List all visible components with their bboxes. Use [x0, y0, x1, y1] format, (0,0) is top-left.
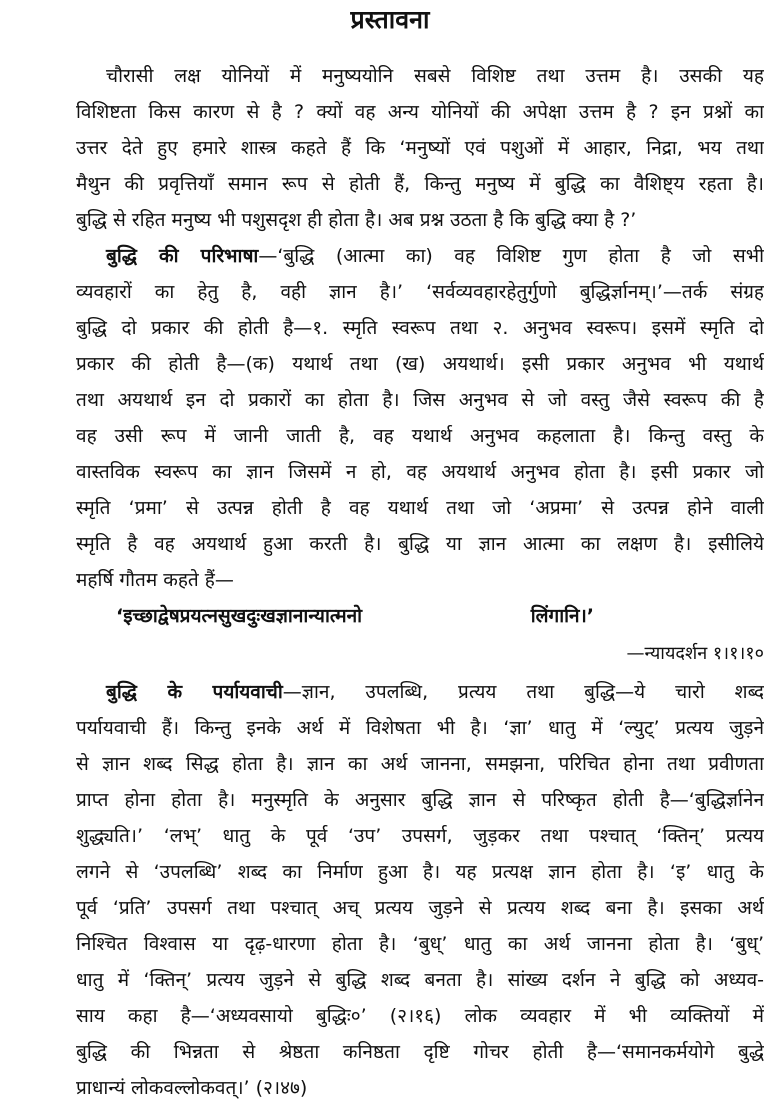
text-run: —ज्ञान, उपलब्धि, प्रत्यय तथा बुद्धि—ये चारो शब्द: [282, 681, 764, 703]
text-line: चौरासी लक्ष योनियों में मनुष्ययोनि सबसे विशिष्ट तथा उत्तम है। उसकी यह: [106, 65, 764, 87]
text-line: बुद्धि की भिन्नता से श्रेष्ठता कनिष्ठता दृष्टि गोचर होती है—‘समानकर्मयोगे बुद्धे: [76, 1041, 764, 1063]
text-run: —‘बुद्धि (आत्मा का) वह विशिष्ट गुण होता है जो सभी: [258, 245, 764, 267]
quote-citation: —न्यायदर्शन १।१।१०: [626, 643, 764, 664]
text-line: लगने से ‘उपलब्धि’ शब्द का निर्माण हुआ है। यह प्रत्यक्ष ज्ञान होता है। ‘इ’ धातु के: [76, 861, 764, 883]
paragraph-intro: [76, 58, 764, 238]
paragraph-synonyms: [76, 674, 764, 1106]
paragraph-definition: [76, 238, 764, 598]
text-line: व्यवहारों का हेतु है, वही ज्ञान है।’ ‘सर्वव्यवहारहेतुर्गुणो बुद्धिर्ज्ञानम्।’—तर्क संग्रह: [76, 281, 764, 303]
text-line: से ज्ञान शब्द सिद्ध होता है। ज्ञान का अर्थ जानना, समझना, परिचित होना तथा प्रवीणता: [76, 753, 764, 775]
quote-left: ‘इच्छाद्वेषप्रयत्नसुखदुःखज्ञानान्यात्मनो: [116, 605, 363, 627]
text-line: साय कहा है—‘अध्यवसायो बुद्धिः०’ (२।१६) लोक व्यवहार में भी व्यक्तियों में: [76, 1005, 764, 1027]
text-line: महर्षि गौतम कहते हैं—: [76, 569, 234, 591]
section-heading: बुद्धि के पर्यायवाची: [106, 681, 283, 703]
text-line: बुद्धि से रहित मनुष्य भी पशुसदृश ही होता है। अब प्रश्न उठता है कि बुद्धि क्या है ?’: [76, 209, 637, 231]
text-line: प्राप्त होना होता है। मनुस्मृति के अनुसार बुद्धि ज्ञान से परिष्कृत होती है—‘बुद्धिर्ज्ञानेन: [76, 789, 764, 811]
text-line: बुद्धि दो प्रकार की होती है—१. स्मृति स्वरूप तथा २. अनुभव स्वरूप। इसमें स्मृति दो: [76, 317, 764, 339]
text-line: प्राधान्यं लोकवल्लोकवत्।’ (२।४७): [76, 1077, 308, 1099]
text-line: उत्तर देते हुए हमारे शास्त्र कहते हैं कि ‘मनुष्यों एवं पशुओं में आहार, निद्रा, भय तथा: [76, 137, 764, 159]
sanskrit-quote: [76, 598, 764, 636]
text-line: [76, 238, 764, 274]
document-body: [76, 58, 764, 1106]
text-line: धातु में ‘क्तिन्’ प्रत्यय जुड़ने से बुद्धि शब्द बनता है। सांख्य दर्शन ने बुद्धि को अध्यव-: [76, 969, 764, 991]
text-line: पूर्व ‘प्रति’ उपसर्ग तथा पश्चात् अच् प्रत्यय जुड़ने से प्रत्यय शब्द बना है। इसका अर्थ: [76, 897, 764, 919]
text-line: प्रकार की होती है—(क) यथार्थ तथा (ख) अयथार्थ। इसी प्रकार अनुभव भी यथार्थ: [76, 353, 764, 375]
text-line: मैथुन की प्रवृत्तियाँ समान रूप से होती हैं, किन्तु मनुष्य में बुद्धि का वैशिष्ट्य रहता है।: [76, 173, 764, 195]
section-heading: बुद्धि की परिभाषा: [106, 245, 259, 267]
text-line: तथा अयथार्थ इन दो प्रकारों का होता है। जिस अनुभव से जो वस्तु जैसे स्वरूप की है: [76, 389, 764, 411]
text-line: स्मृति है वह अयथार्थ हुआ करती है। बुद्धि या ज्ञान आत्मा का लक्षण है। इसीलिये: [76, 533, 764, 555]
quote-right: लिंगानि।’: [530, 605, 594, 627]
text-line: स्मृति ‘प्रमा’ से उत्पन्न होती है वह यथार्थ तथा जो ‘अप्रमा’ से उत्पन्न होने वाली: [76, 497, 764, 519]
text-line: पर्यायवाची हैं। किन्तु इनके अर्थ में विशेषता भी है। ‘ज्ञा’ धातु में ‘ल्युट्’ प्रत्यय जुड़ने: [76, 717, 764, 739]
text-line: निश्चित विश्वास या दृढ़-धारणा होता है। ‘बुध्’ धातु का अर्थ जानना होता है। ‘बुध्’: [76, 933, 764, 955]
text-line: विशिष्टता किस कारण से है ? क्यों वह अन्य योनियों की अपेक्षा उत्तम है ? इन प्रश्नों का: [76, 101, 764, 123]
text-line: वास्तविक स्वरूप का ज्ञान जिसमें न हो, वह अयथार्थ अनुभव होता है। इसी प्रकार जो: [76, 461, 764, 483]
page-title: प्रस्तावना: [350, 5, 430, 34]
text-line: शुद्ध्यति।’ ‘लभ्’ धातु के पूर्व ‘उप’ उपसर्ग, जुड़कर तथा पश्चात् ‘क्तिन्’ प्रत्यय: [76, 825, 764, 847]
text-line: [76, 674, 764, 710]
text-line: वह उसी रूप में जानी जाती है, वह यथार्थ अनुभव कहलाता है। किन्तु वस्तु के: [76, 425, 764, 447]
